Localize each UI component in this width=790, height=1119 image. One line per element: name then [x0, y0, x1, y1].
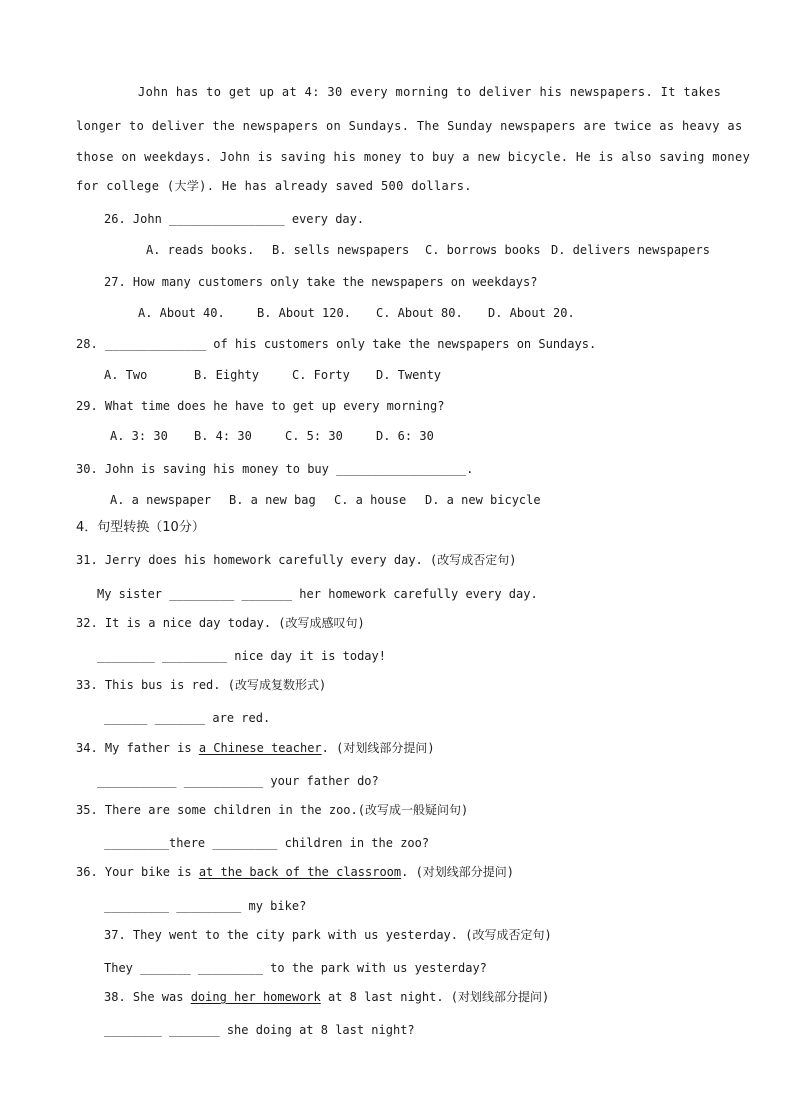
- passage-line-3: those on weekdays. John is saving his money to buy a new bicycle. He is also saving money: [76, 150, 751, 164]
- question-29-option-c: C. 5: 30: [285, 429, 343, 443]
- question-26-stem: 26. John ________________ every day.: [104, 212, 365, 226]
- question-36-prompt: [76, 864, 514, 880]
- question-28-option-b: B. Eighty: [194, 368, 260, 382]
- question-37-prompt: 37. They went to the city park with us yesterday. (改写成否定句): [104, 928, 552, 942]
- passage-line-2: longer to deliver the newspapers on Sundays. The Sunday newspapers are twice as heavy as: [76, 119, 743, 133]
- question-27-option-b: B. About 120.: [257, 306, 351, 320]
- question-31-prompt: 31. Jerry does his homework carefully every day. (改写成否定句): [76, 553, 517, 567]
- question-26-option-d: D. delivers newspapers: [551, 243, 710, 257]
- question-36-prompt-end: . (对划线部分提问): [401, 865, 515, 879]
- section-4-heading: 4．句型转换（10分）: [76, 520, 205, 535]
- question-34-answer-line: ___________ ___________ your father do?: [97, 774, 379, 788]
- question-36-underlined-phrase: at the back of the classroom: [198, 865, 402, 879]
- question-29-stem: 29. What time does he have to get up every morning?: [76, 399, 445, 413]
- question-30-option-b: B. a new bag: [229, 493, 316, 507]
- question-29-option-b: B. 4: 30: [194, 429, 252, 443]
- question-30-option-a: A. a newspaper: [110, 493, 212, 507]
- question-30-stem: 30. John is saving his money to buy __________________.: [76, 462, 474, 476]
- question-34-prompt-end: . (对划线部分提问): [321, 741, 435, 755]
- passage-line-4: for college (大学). He has already saved 500 dollars.: [76, 179, 472, 193]
- question-27-stem: 27. How many customers only take the newspapers on weekdays?: [104, 275, 538, 289]
- question-26-option-c: C. borrows books: [425, 243, 541, 257]
- question-38-prompt: [104, 989, 549, 1005]
- question-27-option-d: D. About 20.: [488, 306, 575, 320]
- question-38-prompt-start: 38. She was: [104, 990, 191, 1004]
- question-30-option-d: D. a new bicycle: [425, 493, 541, 507]
- question-27-option-a: A. About 40.: [138, 306, 225, 320]
- question-33-prompt: 33. This bus is red. (改写成复数形式): [76, 678, 327, 692]
- question-28-option-c: C. Forty: [292, 368, 350, 382]
- question-34-prompt: [76, 740, 435, 756]
- question-28-option-a: A. Two: [104, 368, 148, 382]
- question-38-prompt-end: at 8 last night. (对划线部分提问): [320, 990, 550, 1004]
- question-37-answer-line: They _______ _________ to the park with us yesterday?: [104, 961, 487, 975]
- question-35-prompt: 35. There are some children in the zoo.(改写成一般疑问句): [76, 803, 469, 817]
- question-26-option-a: A. reads books.: [146, 243, 255, 257]
- question-36-answer-line: _________ _________ my bike?: [104, 899, 307, 913]
- question-32-answer-line: ________ _________ nice day it is today!: [97, 649, 386, 663]
- question-35-answer-line: _________there _________ children in the zoo?: [104, 836, 430, 850]
- question-28-stem: 28. ______________ of his customers only take the newspapers on Sundays.: [76, 337, 597, 351]
- question-30-option-c: C. a house: [334, 493, 407, 507]
- question-32-prompt: 32. It is a nice day today. (改写成感叹句): [76, 616, 365, 630]
- question-34-underlined-phrase: a Chinese teacher: [198, 741, 322, 755]
- question-36-prompt-start: 36. Your bike is: [76, 865, 199, 879]
- question-29-option-a: A. 3: 30: [110, 429, 168, 443]
- question-31-answer-line: My sister _________ _______ her homework carefully every day.: [97, 587, 538, 601]
- question-33-answer-line: ______ _______ are red.: [104, 711, 271, 725]
- question-38-answer-line: ________ _______ she doing at 8 last night?: [104, 1023, 415, 1037]
- question-28-option-d: D. Twenty: [376, 368, 442, 382]
- passage-line-1: John has to get up at 4: 30 every morning to deliver his newspapers. It takes: [138, 85, 722, 99]
- question-26-option-b: B. sells newspapers: [272, 243, 410, 257]
- question-29-option-d: D. 6: 30: [376, 429, 434, 443]
- question-34-prompt-start: 34. My father is: [76, 741, 199, 755]
- question-27-option-c: C. About 80.: [376, 306, 463, 320]
- question-38-underlined-phrase: doing her homework: [190, 990, 321, 1004]
